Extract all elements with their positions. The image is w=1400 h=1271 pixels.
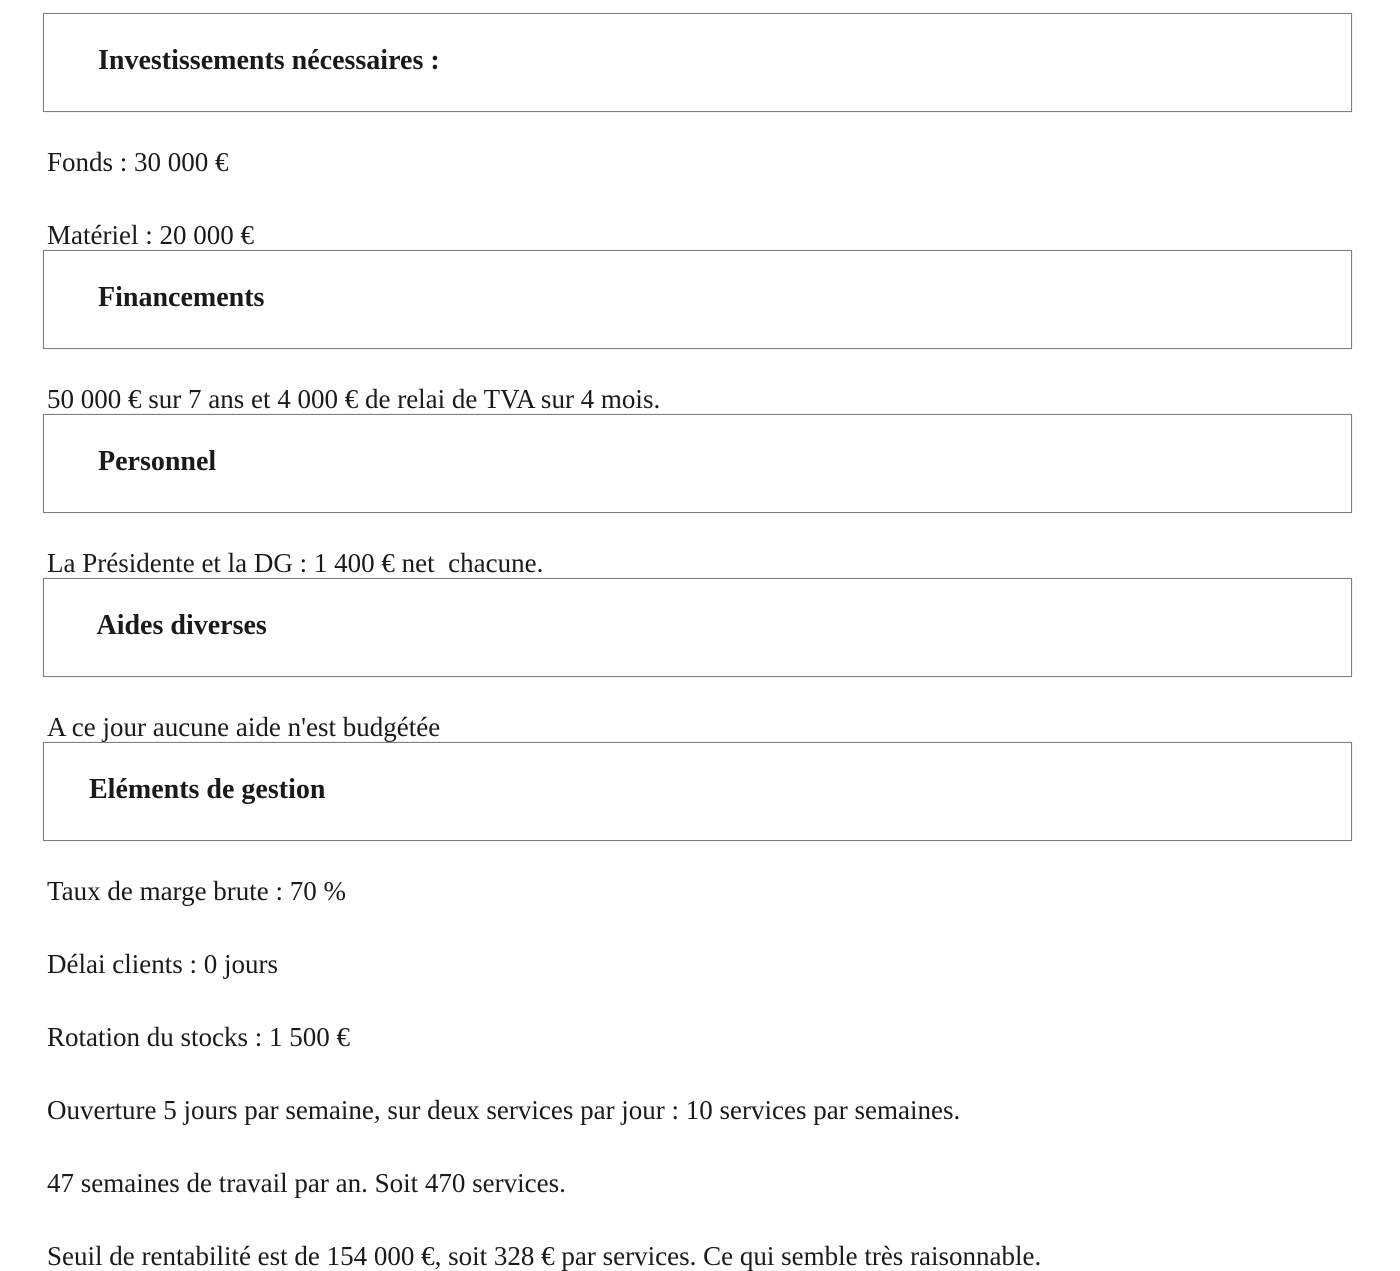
paragraph: Taux de marge brute : 70 %	[47, 876, 347, 906]
section-heading: Investissements nécessaires :	[98, 45, 440, 76]
section-heading-box	[43, 578, 1352, 677]
section-heading-box	[43, 250, 1352, 349]
section-personnel	[43, 414, 1355, 578]
paragraph: 50 000 € sur 7 ans et 4 000 € de relai de TVA sur 4 mois.	[47, 384, 661, 414]
section-aides-diverses	[43, 578, 1355, 742]
section-heading: Financements	[98, 282, 265, 313]
paragraph: Seuil de rentabilité est de 154 000 €, soit 328 € par services. Ce qui semble très raisonnable.	[47, 1241, 1042, 1271]
section-heading-box	[43, 742, 1352, 841]
paragraph: Fonds : 30 000 €	[47, 147, 229, 177]
section-heading: Personnel	[98, 446, 217, 477]
paragraph: Matériel : 20 000 €	[47, 220, 254, 250]
paragraph: A ce jour aucune aide n'est budgétée	[47, 712, 441, 742]
section-elements-de-gestion	[43, 742, 1355, 1271]
section-heading: Eléments de gestion	[89, 774, 326, 805]
section-heading-box	[43, 414, 1352, 513]
paragraph: Délai clients : 0 jours	[47, 949, 278, 979]
paragraph: Ouverture 5 jours par semaine, sur deux services par jour : 10 services par semaines.	[47, 1095, 961, 1125]
section-heading: Aides diverses	[96, 610, 267, 641]
section-investissements	[43, 13, 1355, 250]
paragraph: Rotation du stocks : 1 500 €	[47, 1022, 350, 1052]
paragraph: La Présidente et la DG : 1 400 € net chacune.	[47, 548, 544, 578]
paragraph: 47 semaines de travail par an. Soit 470 services.	[47, 1168, 566, 1198]
section-financements	[43, 250, 1355, 414]
section-heading-box	[43, 13, 1352, 112]
